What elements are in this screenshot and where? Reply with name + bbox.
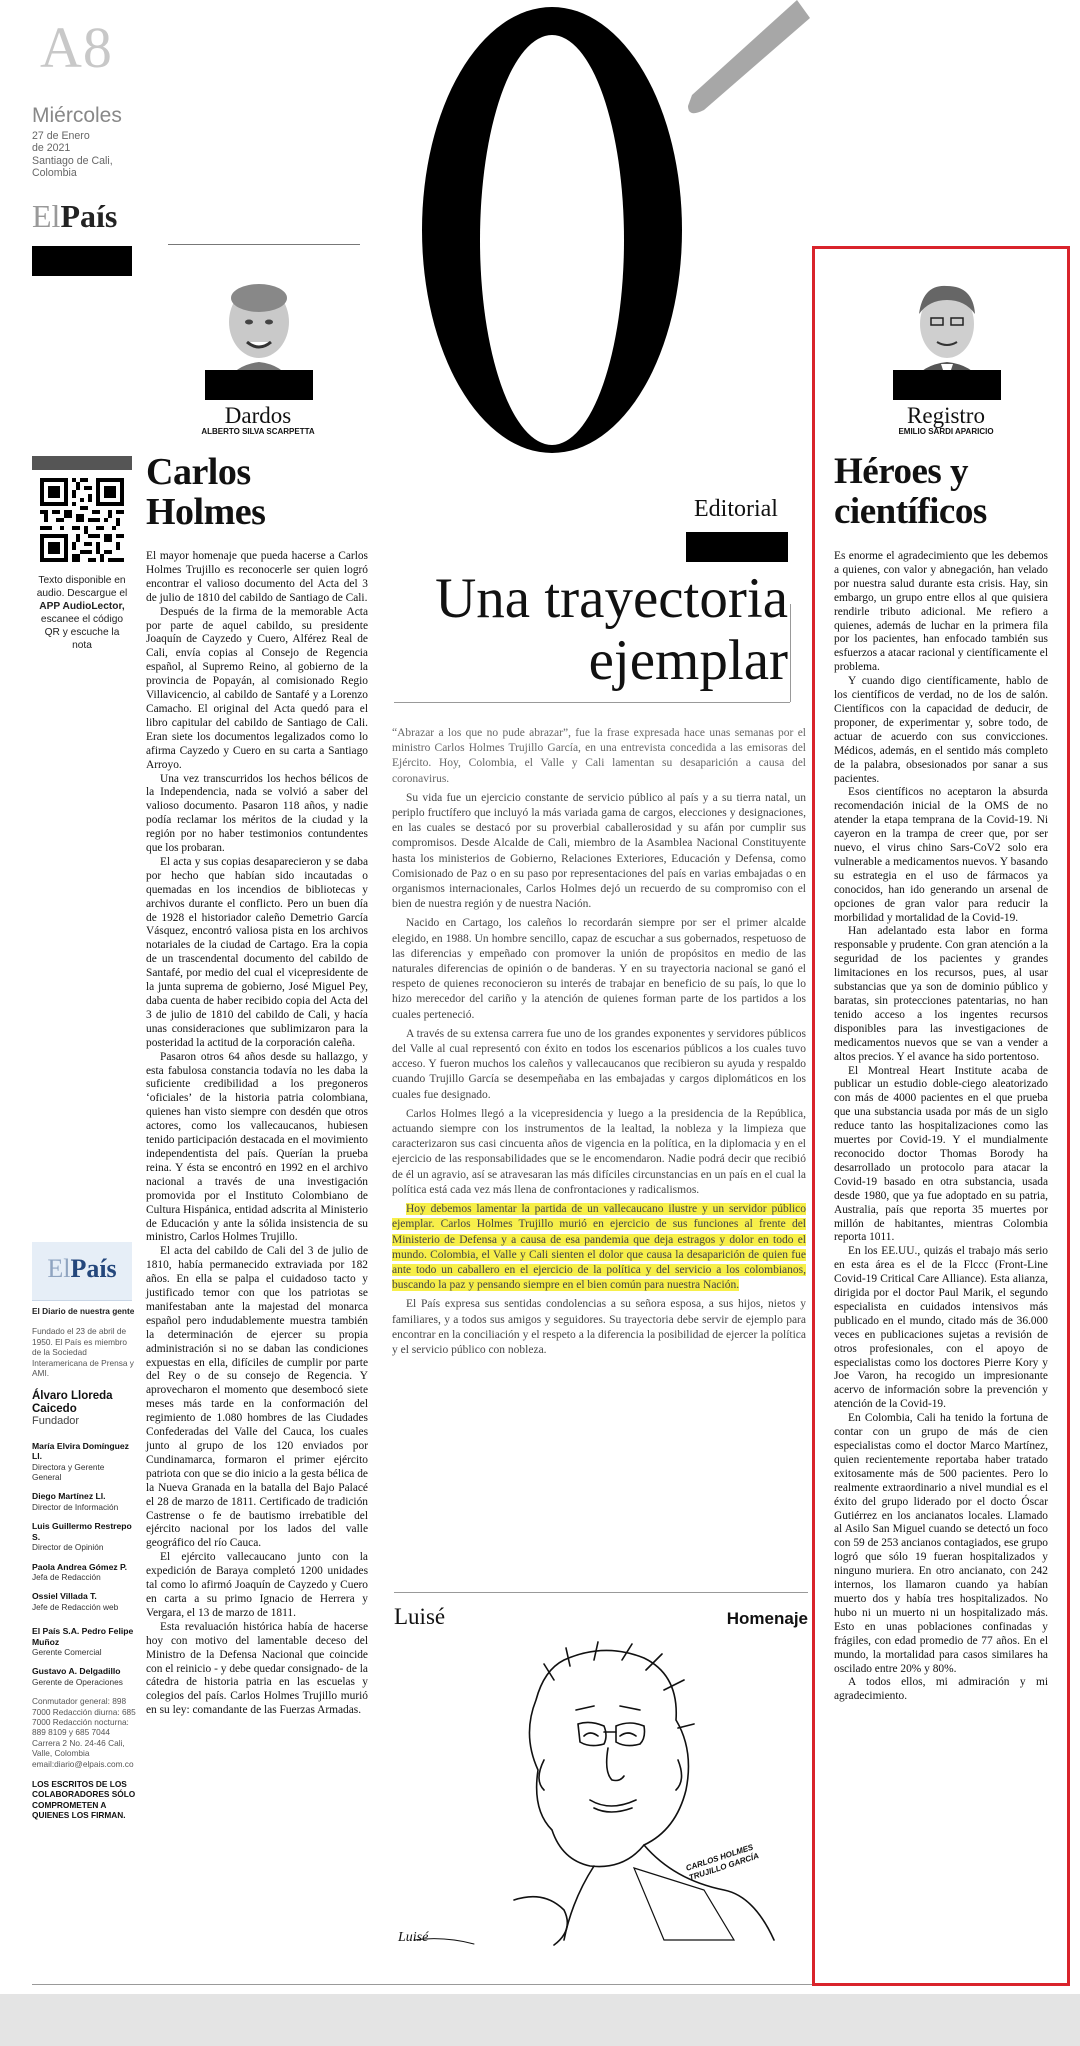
- cartoon-caption: CARLOS HOLMES TRUJILLO GARCÍA: [684, 1842, 760, 1883]
- qr-caption-line: nota: [72, 640, 92, 651]
- paragraph: El Montreal Heart Institute acaba de publicar un estudio doble-ciego aleatorizado con más de 4000 pacientes en el que prueba que una substancia usada por más de un siglo reduce tanto las hospitalizaciones como las muertes por Covid-19. Y el mundialmente reconocido doctor Thomas Borody ha desarrollado un protocolo para atacar la Covid-19 basado en otra substancia, usada desde 1980, que ya fue adoptado en su patria, Australia, país que reporta 35 muertes por millón de habitantes, mientras Colombia reporta 1011.: [834, 1064, 1048, 1244]
- staff-entry: [32, 1491, 136, 1512]
- date-line: de 2021: [32, 142, 71, 155]
- masthead-logo-bold: País: [70, 1254, 117, 1283]
- registro-headline-line: científicos: [834, 491, 987, 532]
- paragraph: El ejército vallecaucano junto con la expedición de Baraya completó 1200 unidades tal como lo afirmó Joaquín de Cayzedo y Cuero en carta a su primo Ignacio de Herrera y Vergara, el 13 de marzo de 1811.: [146, 1551, 368, 1619]
- staff-role: Gerente de Operaciones: [32, 1676, 123, 1687]
- masthead-founder: [32, 1390, 136, 1426]
- staff-role: Director de Opinión: [32, 1542, 104, 1553]
- page-footer-band: [0, 1994, 1080, 2046]
- date-line: Colombia: [32, 167, 77, 180]
- paragraph: Carlos Holmes llegó a la vicepresidencia y luego a la presidencia de la República, actuando siempre con los instrumentos de la lealtad, la nobleza y la limpieza que caracterizaron sus casi cincuenta años de vigencia en la política, en la diplomacia y en el ejercicio de las responsabilidades que se le encomendaron. Nadie podrá decir que recibió de él un agravio, así se atravesaran las más difíciles circunstancias en un país en el cual la política está cada vez más llena de confrontaciones y radicalismos.: [392, 1107, 806, 1196]
- dardos-headline-line: Holmes: [146, 491, 266, 533]
- masthead-tagline: El Diario de nuestra gente: [32, 1306, 135, 1316]
- staff-entry: [32, 1591, 136, 1612]
- page-footer-line: [32, 1984, 812, 1985]
- staff-name: Ossiel Villada T.: [32, 1591, 97, 1602]
- paragraph: Después de la firma de la memorable Acta por parte de aquel cabildo, su presidente Joaquín de Cayzedo y Cuero, Alférez Real de Cali, envía copias al Consejo de Regencia español, al Supremo Reino, al gobierno de la provincia de Popayán, al comisionado Regio Villavicencio, al cabildo de Santafé y a Lorenzo Camacho. El original del Acta quedó para el libro capitular del cabildo de Santiago de Cali. Eran siete los documentos legalizados como lo afirma Cayzedo y Cuero en su carta a Santiago Arroyo.: [146, 605, 368, 771]
- qr-caption-line: Texto disponible en: [38, 575, 126, 586]
- masthead: [32, 1306, 136, 1830]
- dardos-author: ALBERTO SILVA SCARPETTA: [201, 427, 315, 436]
- masthead-disclaimer: LOS ESCRITOS DE LOS COLABORADORES SÓLO COMPROMETEN A QUIENES LOS FIRMAN.: [32, 1779, 136, 1821]
- paragraph: Pasaron otros 64 años desde su hallazgo, y esta fabulosa constancia todavía no les daba la suficiente credibilidad a los pregoneros ‘oficiales’ de la historia patria colombiana, quienes han visto siempre con desdén que otros actores, como los vallecaucanos, hubiesen tenido participación destacada en el movimiento independentista del país. Querían la prueba reina. Y ésta se encontró en 1992 en el archivo nacional a través de una investigación promovida por el Instituto Colombiano de Cultura Hispánica, entidad adscrita al Ministerio de Educación y ante la sólida insistencia de su ministro, Carlos Holmes Trujillo.: [146, 1050, 368, 1244]
- cartoon-artist: Luisé: [394, 1604, 446, 1629]
- registro-body: [834, 550, 1048, 1704]
- paragraph: “Abrazar a los que no pude abrazar”, fue la frase expresada hace unas semanas por el ministro Carlos Holmes Trujillo García, en una entrevista concedida a las emisoras del Ejército. Hoy, Colombia, el Valle y Cali lamentan su desaparición a causa del coronavirus.: [392, 727, 806, 785]
- masthead-logo-light: El: [47, 1254, 71, 1283]
- qr-caption: [30, 574, 134, 652]
- paragraph: Es enorme el agradecimiento que les debemos a quienes, con valor y abnegación, han velado por nuestra salud durante esta crisis. Hay, sin embargo, un grupo entre ellos al que quisiera rendirle tributo adicional. Me refiero a quienes, además de luchar en la primera fila por los pacientes, han enfocado también sus esfuerzos a atacar racional y científicamente el problema.: [834, 550, 1048, 674]
- paragraph: Y cuando digo científicamente, hablo de los científicos de verdad, no de los de salón. Científicos con la capacidad de deducir, de proponer, de experimentar y, sobre todo, de actuar de acuerdo con sus convicciones. Médicos, además, en el sentido más completo de la palabra, obsesionados por sanar a sus pacientes.: [834, 675, 1048, 785]
- redacted-bar: [893, 370, 1001, 400]
- staff-entry: [32, 1666, 136, 1687]
- staff-entry: [32, 1521, 136, 1552]
- editorial-section-label: Editorial: [694, 496, 778, 522]
- redacted-bar: [32, 246, 132, 276]
- page-date: [32, 130, 113, 180]
- paragraph: Una vez transcurridos los hechos bélicos de la Independencia, nada se volvió a saber del valioso documento. Pasaron 118 años, y nadie podía reclamar los méritos de la ciudad y la región por no haber testimonios contundentes que los probaran.: [146, 772, 368, 855]
- dardos-section-label: Dardos: [224, 403, 292, 428]
- staff-entry: [32, 1441, 136, 1483]
- qr-caption-line: APP AudioLector,: [39, 601, 125, 612]
- masthead-founded: Fundado el 23 de abril de 1950. El País es miembro de la Sociedad Interamericana de Prensa y AMI.: [32, 1326, 134, 1379]
- paragraph: El mayor homenaje que pueda hacerse a Carlos Holmes Trujillo es reconocerle ser quien logró encontrar el valioso documento del Acta del 3 de julio de 1810 del cabildo de Santiago de Cali.: [146, 550, 368, 604]
- editorial-headline: [390, 568, 788, 692]
- staff-name: Paola Andrea Gómez P.: [32, 1561, 128, 1572]
- divider-line: [394, 702, 790, 703]
- divider-line: [394, 1592, 808, 1593]
- staff-name: María Elvira Domínguez Ll.: [32, 1440, 129, 1462]
- paragraph: Han adelantado esta labor en forma responsable y prudente. Con gran atención a la seguridad de los pacientes y grandes limitaciones en los recursos, pues, al usar substancias que ya son de dominio público y baratas, sin protecciones patentarias, no han tenido acceso a los ingentes recursos disponibles para las investigaciones de medicamentos nuevos que se van a vender a altos precios. Y el avance ha sido portentoso.: [834, 925, 1048, 1063]
- registro-author: EMILIO SARDI APARICIO: [898, 427, 994, 436]
- page-weekday: Miércoles: [32, 104, 122, 127]
- staff-name: Gustavo A. Delgadillo: [32, 1666, 121, 1677]
- logo-light: El: [32, 198, 61, 234]
- logo-bold: País: [60, 198, 118, 234]
- masthead-contact: Conmutador general: 898 7000 Redacción diurna: 685 7000 Redacción nocturna: 889 8109 y 685 7044 Carrera 2 No. 24-46 Cali, Valle, Colombia email:diario@elpais.com.co: [32, 1696, 136, 1769]
- registro-headline: [834, 452, 987, 532]
- paragraph: En los EE.UU., quizás el trabajo más serio en esta área es el de la Flccc (Front-Line Covid-19 Critical Care Alliance). Esta alianza, dirigida por el doctor Paul Marik, el segundo especialista en cuidados intensivos más publicado en el mundo, citado más de 36.000 veces en publicaciones sujetas a revisión de otros profesionales, con el apoyo de especialistas como los doctores Pierre Kory y Joe Varon, ha recogido un impresionante acervo de información sobre la prevención y atención de la Covid-19.: [834, 1245, 1048, 1411]
- paragraph: Su vida fue un ejercicio constante de servicio público al país y a su tierra natal, un periplo fructífero que incluyó la más variada gama de cargos, elecciones y designaciones, en las cuales se destacó por su proverbial caballerosidad y su afán por cumplir sus compromisos. Desde Alcalde de Cali, miembro de la Asamblea Nacional Constituyente hasta los ministerios de Gobierno, Relaciones Exteriores, Educación y Defensa, como Comisionado de Paz o en su paso por representaciones del país en varias embajadas o en organismos internacionales, Carlos Holmes dejó un recuerdo de su compromiso con el bien de nuestra región y de nuestra Nación.: [392, 791, 806, 911]
- qr-caption-line: audio. Descargue el: [36, 588, 128, 599]
- paragraph: En Colombia, Cali ha tenido la fortuna de contar con un grupo de más de cien especialistas como el doctor Marco Martínez, quien recientemente reportaba haber tratado exitosamente más de 500 pacientes. Pero lo realmente extraordinario a nivel mundial es el éxito del grupo liderado por el docto Óscar Gutiérrez en los ancianatos locales. Llamado al Asilo San Miguel cuando se detectó un foco con 59 de 253 ancianos contagiados, ese grupo logró que sólo 19 fueran hospitalizados y ninguno muriera. En otro ancianato, con 242 internos, los llamaron cuando ya habían muerto dos y había tres hospitalizados. No hubo ni un muerto ni un hospitalizado más. Esto en unas poblaciones confinadas y frágiles, con edad promedio de 77 años. En el mundo, la mortalidad para casos similares ha oscilado entre 20% y 80%.: [834, 1412, 1048, 1675]
- staff-name: Luis Guillermo Restrepo S.: [32, 1521, 132, 1542]
- paragraph: El acta del cabildo de Cali del 3 de julio de 1810, había permanecido extraviada por 182 años. En ella se palpa el cuidadoso tacto y justificado temor con que los patriotas se manifestaban ante la majestad del monarca español pero indudablemente muestra también la determinación de ejercer su propia administración si no se daban las condiciones expuestas en ella, difíciles de cumplir por parte del Rey o de su consejo de Regencia. Y aprovecharon el momento que desembocó siete meses más tarde en la conformación del regimiento de 1.080 hombres de las Ciudades Confederadas del Valle del Cauca, los cuales junto al grupo de los 120 enviados por Cundinamarca, formaron el primer ejército patriota con que se dio inicio a la gesta bélica de la Nueva Granada en la batalla del Bajo Palacé el 28 de marzo de 1811. Certificado de tradición Castrense o fe de bautismo irrebatible del ejército nacional por los lados del valle geográfico del río Cauca.: [146, 1245, 368, 1550]
- newspaper-logo: [32, 198, 117, 235]
- founder-name: Álvaro Lloreda Caicedo: [32, 1390, 113, 1416]
- masthead-logo-box: [32, 1242, 132, 1301]
- staff-role: Gerente Comercial: [32, 1646, 102, 1657]
- cartoon-signature: Luisé: [398, 1930, 429, 1945]
- editorial-headline-line: ejemplar: [588, 629, 788, 692]
- paragraph: Nacido en Cartago, los caleños lo recordarán siempre por ser el primer alcalde elegido, en 1988. Un hombre sencillo, capaz de escuchar a sus gobernados, respetuoso de las diferencias y empeñado con promover la unión de propósitos en medio de las naturales diferencias de opinión o de banderas. Y en su trayectoria nacional se ganó el respeto de quienes reconocieron su interés de trabajar en beneficio de su país, lo que lo hizo merecedor del cariño y la atención de quienes forman parte de los partidos a los cuales perteneció.: [392, 917, 806, 1021]
- staff-entry: [32, 1562, 136, 1583]
- editorial-body: [392, 726, 806, 1358]
- paragraph: El acta y sus copias desaparecieron y se daba por hecho que habían sido incautadas o quemadas en los incendios de bibliotecas y archivos durante el conflicto. Pero un buen día de 1928 el historiador caleño Demetrio García Vásquez, encontró valiosa pista en los archivos notariales de la ciudad de Cartago. Era la copia de un trascendental documento del cabildo de Santafé, por medio del cual el vicepresidente de la junta suprema de gobierno, José Miguel Pey, daba cuenta de haber recibido copia del Acta del 3 de julio de 1810 del cabildo de Cali, y hacía unas consideraciones que sublimizaron para la posteridad la actitud de la corporación caleña.: [146, 855, 368, 1049]
- qr-caption-line: escanee el código: [40, 614, 124, 625]
- paragraph: A través de su extensa carrera fue uno de los grandes exponentes y servidores públicos del Valle al cual representó con éxito en todos los escenarios públicos a los cuales tuvo acceso. Y fueron muchos los caleños y vallecaucanos que recibieron su ayuda y respaldo cuando Trujillo García se desempeñaba en las embajadas y cargos diplomáticos en los cuales fue designado.: [392, 1027, 806, 1101]
- opinion-logo-o: [392, 0, 812, 470]
- registro-headline-line: Héroes y: [834, 451, 969, 492]
- editorial-headline-line: Una trayectoria: [435, 567, 788, 630]
- staff-role: Jefa de Redacción: [32, 1571, 101, 1582]
- staff-role: Directora y Gerente General: [32, 1461, 105, 1483]
- qr-code-icon[interactable]: [40, 478, 124, 562]
- paragraph: El País expresa sus sentidas condolencias a su señora esposa, a sus hijos, nietos y familiares, y a todos sus amigos y seguidores. Su trayectoria debe servir de ejemplo para encontrar en la conciliación y el respeto a la diferencia la posibilidad de ejercer la política y el servicio público con nobleza.: [392, 1298, 806, 1356]
- divider-line-vertical: [790, 604, 791, 702]
- highlighted-text: Hoy debemos lamentar la partida de un vallecaucano ilustre y un servidor público ejemplar. Carlos Holmes Trujillo murió en ejercicio de sus funciones al frente del Ministerio de Defensa y a causa de esa pandemia que deja estragos y dolor en todo el mundo. Colombia, el Valle y Cali sienten el dolor que causa la desaparición de quien fue ante todo un caballero en el ejercicio de la política y del servicio a los colombianos, buscando la paz y pensando siempre en el bien común para nuestra Nación.: [392, 1203, 806, 1292]
- paragraph: Esos científicos no aceptaron la absurda recomendación inicial de la OMS de no atender la etapa temprana de la Covid-19. Ni cayeron en la trampa de creer que, por ser nuevo, el virus chino Sars-CoV2 solo era vulnerable a medicamentos nuevos. Y basando su estrategia en el uso de fármacos ya conocidos, han ido generando un arsenal de opciones de gran valor para reducir la morbilidad y mortalidad de la Covid-19.: [834, 786, 1048, 924]
- paragraph: A todos ellos, mi admiración y mi agradecimiento.: [834, 1676, 1048, 1703]
- cartoon-title: Homenaje: [726, 1609, 808, 1628]
- divider-line: [168, 244, 360, 245]
- staff-role: Director de Información: [32, 1501, 119, 1512]
- highlighted-paragraph: [392, 1202, 806, 1293]
- founder-role: Fundador: [32, 1415, 80, 1428]
- registro-section-label: Registro: [907, 403, 985, 428]
- cartoon-illustration: [394, 1640, 808, 1960]
- qr-header-bar: [32, 456, 132, 470]
- page-number: A8: [40, 15, 113, 80]
- qr-caption-line: QR y escuche la: [44, 627, 120, 638]
- dardos-body: [146, 550, 368, 1718]
- date-line: Santiago de Cali,: [32, 154, 113, 167]
- redacted-bar: [686, 532, 788, 562]
- staff-name: El País S.A. Pedro Felipe Muñoz: [32, 1626, 134, 1647]
- paragraph: Esta revaluación histórica había de hacerse hoy con motivo del lamentable deceso del Ministro de la Defensa Nacional que coincide con el reinicio - y debe quedar consignado- de la cátedra de historia patria en las escuelas y colegios del país. Carlos Holmes Trujillo murió en su ley: comandante de las Fuerzas Armadas.: [146, 1620, 368, 1717]
- redacted-bar: [205, 370, 313, 400]
- dardos-headline-line: Carlos: [146, 451, 251, 493]
- dardos-headline: [146, 452, 265, 532]
- date-line: 27 de Enero: [32, 130, 90, 142]
- staff-name: Diego Martínez Ll.: [32, 1491, 106, 1502]
- staff-entry: [32, 1626, 136, 1657]
- staff-role: Jefe de Redacción web: [32, 1601, 119, 1612]
